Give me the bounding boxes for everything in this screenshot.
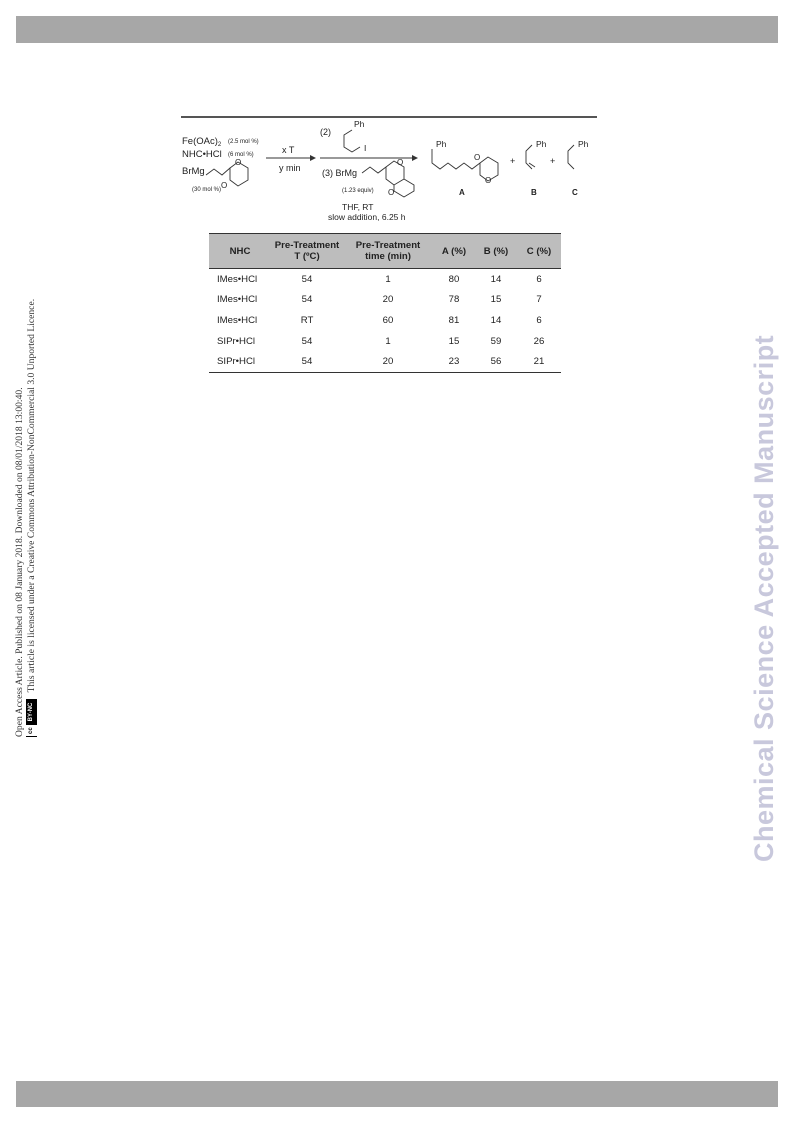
reagent-nhc-amount: (6 mol %) bbox=[228, 152, 254, 158]
svg-text:I: I bbox=[364, 143, 367, 153]
header-a: A (%) bbox=[433, 234, 475, 269]
reagent-iron: $Fe(OAc)_2$ bbox=[182, 136, 222, 148]
publication-line: Open Access Article. Published on 08 January 2018. Downloaded on 08/01/2018 13:00:40. bbox=[14, 387, 25, 737]
svg-text:Ph: Ph bbox=[578, 139, 589, 149]
svg-text:+: + bbox=[510, 156, 516, 166]
header-pretreatment-time: Pre-Treatment time (min) bbox=[343, 234, 433, 269]
svg-text:Ph: Ph bbox=[436, 139, 447, 149]
svg-text:O: O bbox=[388, 188, 395, 197]
header-nhc: NHC bbox=[209, 234, 271, 269]
header-c: C (%) bbox=[517, 234, 561, 269]
reagent-nhc: NHC•HCl bbox=[182, 149, 222, 160]
svg-text:O: O bbox=[221, 181, 228, 190]
conditions-solvent: THF, RT bbox=[342, 202, 374, 212]
step3-label: (3) BrMg bbox=[322, 168, 358, 178]
table-row: IMes•HCl 54 20 78 15 7 bbox=[217, 294, 542, 306]
product-b-structure bbox=[526, 145, 535, 169]
product-a-label: A bbox=[459, 188, 465, 197]
header-b: B (%) bbox=[475, 234, 517, 269]
table-row: SIPr•HCl 54 20 23 56 21 bbox=[209, 351, 561, 372]
iodide-structure bbox=[344, 130, 360, 152]
reagent-iron-amount: (2.5 mol %) bbox=[228, 139, 259, 145]
reagent-grignard-amount: (30 mol %) bbox=[192, 187, 222, 193]
cc-license-badge-icon[interactable]: cc BY-NC bbox=[26, 699, 37, 737]
svg-text:Ph: Ph bbox=[354, 119, 365, 129]
table-row: IMes•HCl RT 60 81 14 6 bbox=[217, 314, 542, 326]
footer-bar bbox=[16, 1081, 778, 1107]
reaction-scheme bbox=[180, 113, 600, 233]
svg-text:O: O bbox=[397, 158, 404, 167]
header-pretreatment-temp: Pre-Treatment T (ºC) bbox=[271, 234, 343, 269]
step3-amount: (1.23 equiv) bbox=[342, 188, 374, 194]
header-bar bbox=[16, 16, 778, 43]
table-header-row bbox=[209, 234, 561, 269]
license-line[interactable]: This article is licensed under a Creative Commons Attribution-NonCommercial 3.0 Unported Licence. bbox=[25, 298, 37, 693]
step2-label: (2) bbox=[320, 127, 331, 137]
svg-text:O: O bbox=[235, 158, 242, 167]
svg-text:O: O bbox=[474, 153, 481, 162]
svg-text:+: + bbox=[550, 156, 556, 166]
arrow1-time: y min bbox=[279, 163, 301, 173]
manuscript-watermark: Chemical Science Accepted Manuscript bbox=[749, 334, 779, 862]
reagent-grignard: BrMg bbox=[182, 166, 205, 177]
arrow1-temperature: x T bbox=[282, 145, 295, 155]
svg-text:Ph: Ph bbox=[536, 139, 547, 149]
results-table bbox=[209, 233, 561, 373]
table-row: SIPr•HCl 54 1 15 59 26 bbox=[217, 335, 545, 347]
product-c-label: C bbox=[572, 188, 578, 197]
conditions-addition: slow addition, 6.25 h bbox=[328, 212, 406, 222]
product-c-structure bbox=[568, 145, 574, 169]
table-row: IMes•HCl 54 1 80 14 6 bbox=[217, 273, 542, 285]
product-b-label: B bbox=[531, 188, 537, 197]
svg-text:O: O bbox=[485, 176, 492, 185]
